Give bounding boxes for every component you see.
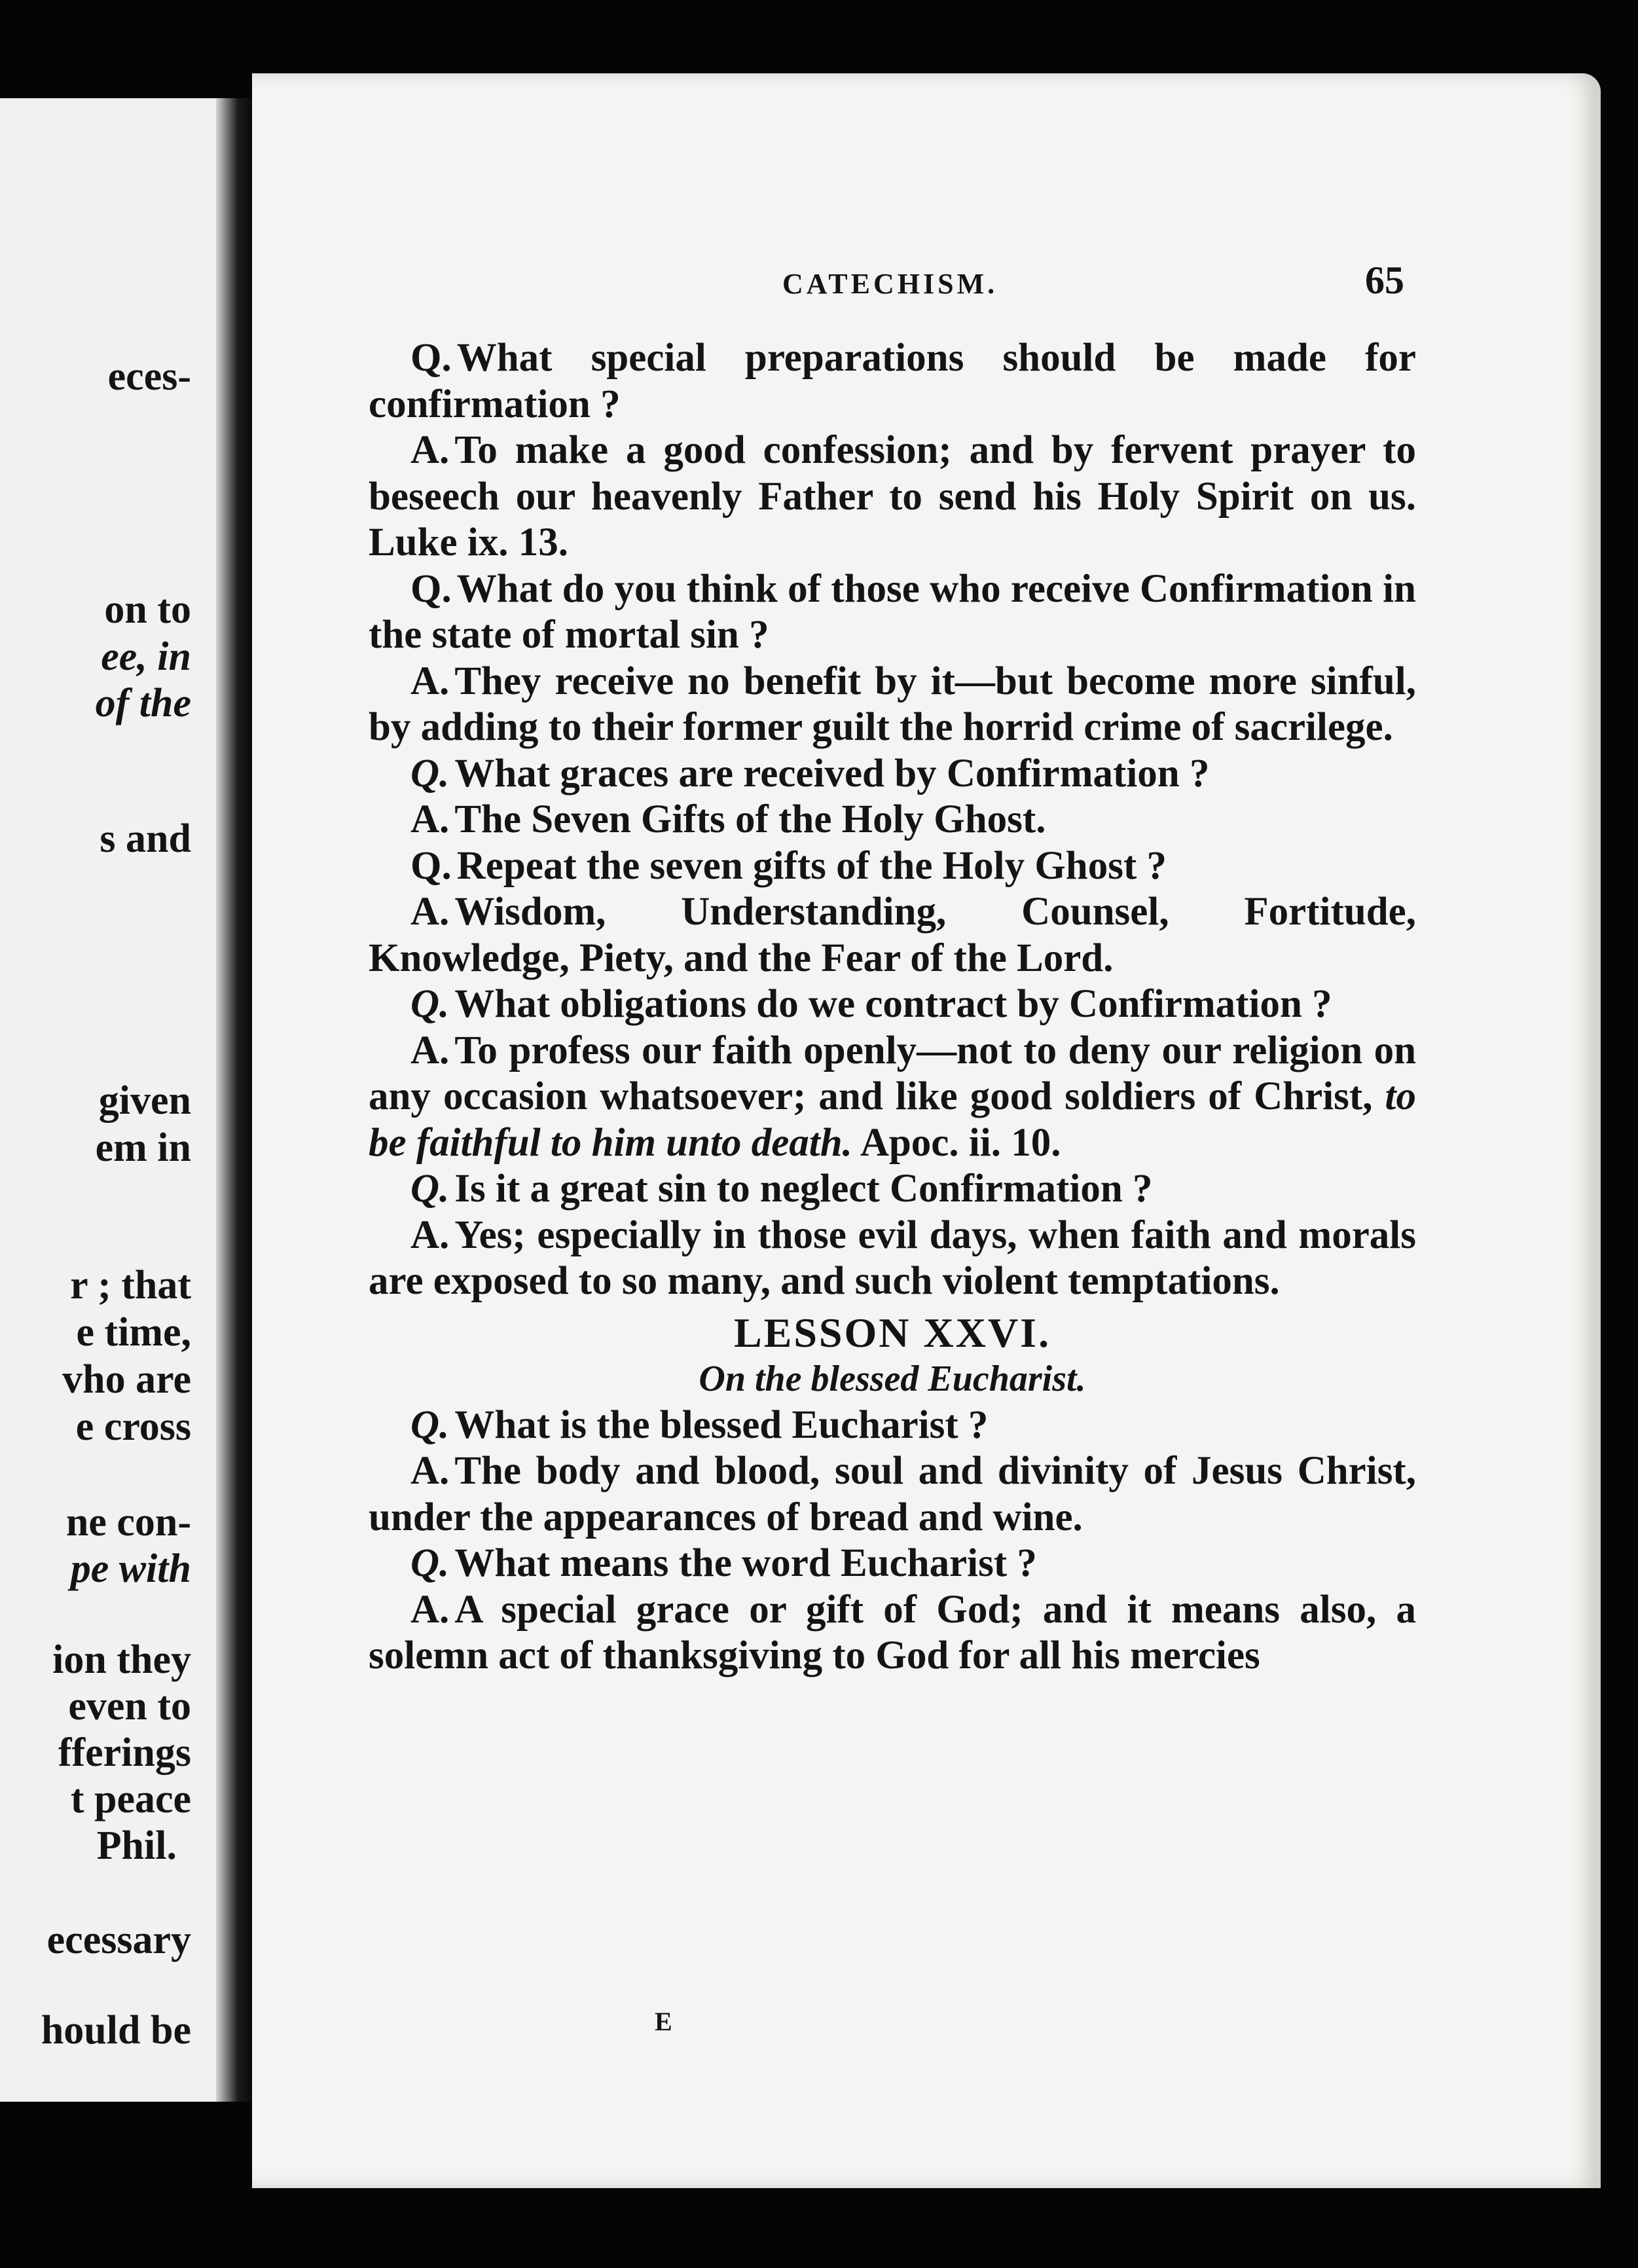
left-page-fragment: t peace [70,1777,191,1821]
left-page-fragment: pe with [70,1546,191,1591]
left-page-fragment: eces- [107,354,191,399]
answer-text: Yes; especially in those evil days, when faith and morals are exposed to so many, and such violent temptations. [369,1213,1416,1303]
left-page-fragment: given [98,1078,191,1123]
scripture-reference: Apoc. ii. 10. [860,1120,1061,1165]
left-page-fragment: on to [104,587,191,632]
left-page-fragment: even to [68,1684,191,1728]
answer-tag: A. [410,890,450,934]
lesson-title: LESSON XXVI. [733,1309,1051,1356]
question [369,981,1416,1028]
question-text: What obligations do we contract by Confirmation ? [454,982,1332,1026]
question [369,751,1416,797]
question [369,566,1416,659]
question-text: What special preparations should be made for confirmation ? [369,336,1416,426]
left-page-fragment: ion they [52,1637,191,1682]
question-tag: Q. [410,843,452,888]
answer-tag: A. [410,428,450,472]
question-tag: Q. [410,751,450,796]
answer [369,1587,1416,1679]
question-text: Repeat the seven gifts of the Holy Ghost ? [456,843,1167,888]
answer-tag: A. [410,1587,450,1632]
answer [369,1028,1416,1167]
italic-scripture-phrase: to be faithful to him unto death. [369,1074,1416,1165]
left-page-fragment: of the [95,681,191,725]
lesson-subtitle: On the blessed Eucharist. [699,1359,1086,1399]
question-text: Is it a great sin to neglect Confirmation ? [454,1167,1153,1211]
answer [369,889,1416,981]
left-page-fragment: vho are [62,1357,191,1402]
question-text: What do you think of those who receive Confirmation in the state of mortal sin ? [369,566,1416,657]
left-page-fragment: ee, in [101,634,191,679]
left-page-fragment: em in [95,1125,191,1170]
left-page-fragment: e cross [75,1404,191,1449]
answer [369,428,1416,566]
question-text: What is the blessed Eucharist ? [454,1402,989,1447]
left-page-fragment: Phil. [96,1823,177,1868]
answer [369,659,1416,751]
left-page-fragment: fferings [58,1730,191,1775]
left-page-fragment: s and [100,816,191,861]
question-tag: Q. [410,1402,450,1447]
running-head: CATECHISM. [782,268,998,300]
answer [369,797,1416,843]
answer-tag: A. [410,797,450,841]
question [369,1166,1416,1213]
answer-text: A special grace or gift of God; and it means also, a solemn act of thanksgiving to God for all his mercies [369,1587,1416,1677]
left-page [0,98,216,2102]
right-page [252,73,1601,2188]
answer-tag: A. [410,1213,450,1257]
book-gutter [216,98,255,2102]
page-number: 65 [1365,259,1404,302]
question [369,1402,1416,1449]
page-header [252,258,1601,310]
answer-text: Wisdom, Understanding, Counsel, Fortitude, Knowledge, Piety, and the Fear of the Lord. [369,890,1416,980]
answer-text: The body and blood, soul and divinity of Jesus Christ, under the appearances of bread and wine. [369,1449,1416,1539]
answer-text: They receive no benefit by it—but become more sinful, by adding to their former guilt the horrid crime of sacrilege. [369,659,1416,749]
answer [369,1448,1416,1541]
left-page-fragment: ne con- [65,1500,191,1545]
left-page-fragment: ecessary [46,1918,191,1962]
question [369,843,1416,890]
answer-text: The Seven Gifts of the Holy Ghost. [454,797,1046,841]
question-text: What means the word Eucharist ? [454,1541,1037,1585]
answer-tag: A. [410,1449,450,1493]
answer [369,1213,1416,1305]
catechism-text [369,335,1416,1679]
question [369,1541,1416,1587]
question-text: What graces are received by Confirmation ? [454,751,1210,796]
answer-tag: A. [410,659,450,703]
left-page-fragment: hould be [41,2008,191,2053]
question [369,335,1416,428]
question-tag: Q. [410,1541,450,1585]
left-page-fragment: r ; that [70,1263,191,1308]
left-page-fragment: e time, [76,1310,191,1355]
answer-tag: A. [410,1028,450,1072]
question-tag: Q. [410,566,452,611]
signature-mark: E [655,2007,672,2036]
question-tag: Q. [410,1167,450,1211]
question-tag: Q. [410,336,452,380]
question-tag: Q. [410,982,450,1026]
answer-text: To profess our faith openly—not to deny our religion on any occasion whatsoever; and like good soldiers of Christ, [369,1028,1416,1118]
answer-text: To make a good confession; and by fervent prayer to beseech our heavenly Father to send his Holy Spirit on us. Luke ix. 13. [369,428,1416,564]
